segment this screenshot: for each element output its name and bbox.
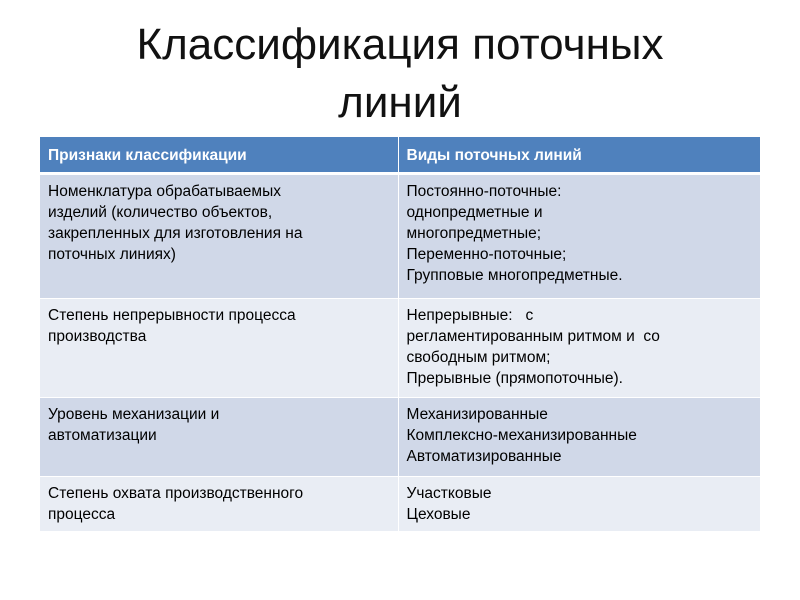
classification-table [40,137,761,532]
cell-text-line: Степень непрерывности процесса [48,307,296,324]
cell-text-line: закрепленных для изготовления на [48,225,303,242]
table-row [40,477,760,532]
table-row [40,174,760,299]
criterion-cell [40,299,398,398]
cell-text-line: однопредметные и [406,204,543,221]
criterion-cell [40,398,398,477]
cell-text-line: Прерывные (прямопоточные). [406,370,623,387]
cell-text-line: Комплексно-механизированные [406,427,637,444]
cell-text-line: свободным ритмом; [406,349,551,366]
cell-text-line: Постоянно-поточные: [406,183,562,200]
cell-text-line: Механизированные [406,406,548,423]
cell-text-line: Цеховые [406,506,471,523]
types-cell [398,174,760,299]
cell-text-line: Непрерывные: с [406,307,534,324]
slide-title-line-2: линий [338,78,462,127]
cell-text-line: процесса [48,506,116,523]
cell-text-line: Переменно-поточные; [406,246,567,263]
classification-table-container [40,137,760,532]
types-cell [398,299,760,398]
types-cell [398,477,760,532]
cell-text-line: изделий (количество объектов, [48,204,273,221]
criterion-cell [40,174,398,299]
cell-text-line: Групповые многопредметные. [406,267,623,284]
slide-title-line-1: Классификация поточных [136,20,664,69]
cell-text-line: поточных линиях) [48,246,176,263]
table-row [40,299,760,398]
cell-text-line: Автоматизированные [406,448,562,465]
cell-text-line: Уровень механизации и [48,406,220,423]
cell-text-line: регламентированным ритмом и со [406,328,660,345]
cell-text-line: автоматизации [48,427,157,444]
header-line-types: Виды поточных линий [398,137,760,174]
types-cell [398,398,760,477]
cell-text-line: Участковые [406,485,492,502]
criterion-cell [40,477,398,532]
cell-text-line: производства [48,328,147,345]
table-row [40,398,760,477]
cell-text-line: многопредметные; [406,225,542,242]
header-criteria: Признаки классификации [40,137,398,174]
cell-text-line: Номенклатура обрабатываемых [48,183,281,200]
slide-title [60,16,740,132]
table-header-row [40,137,760,174]
cell-text-line: Степень охвата производственного [48,485,304,502]
